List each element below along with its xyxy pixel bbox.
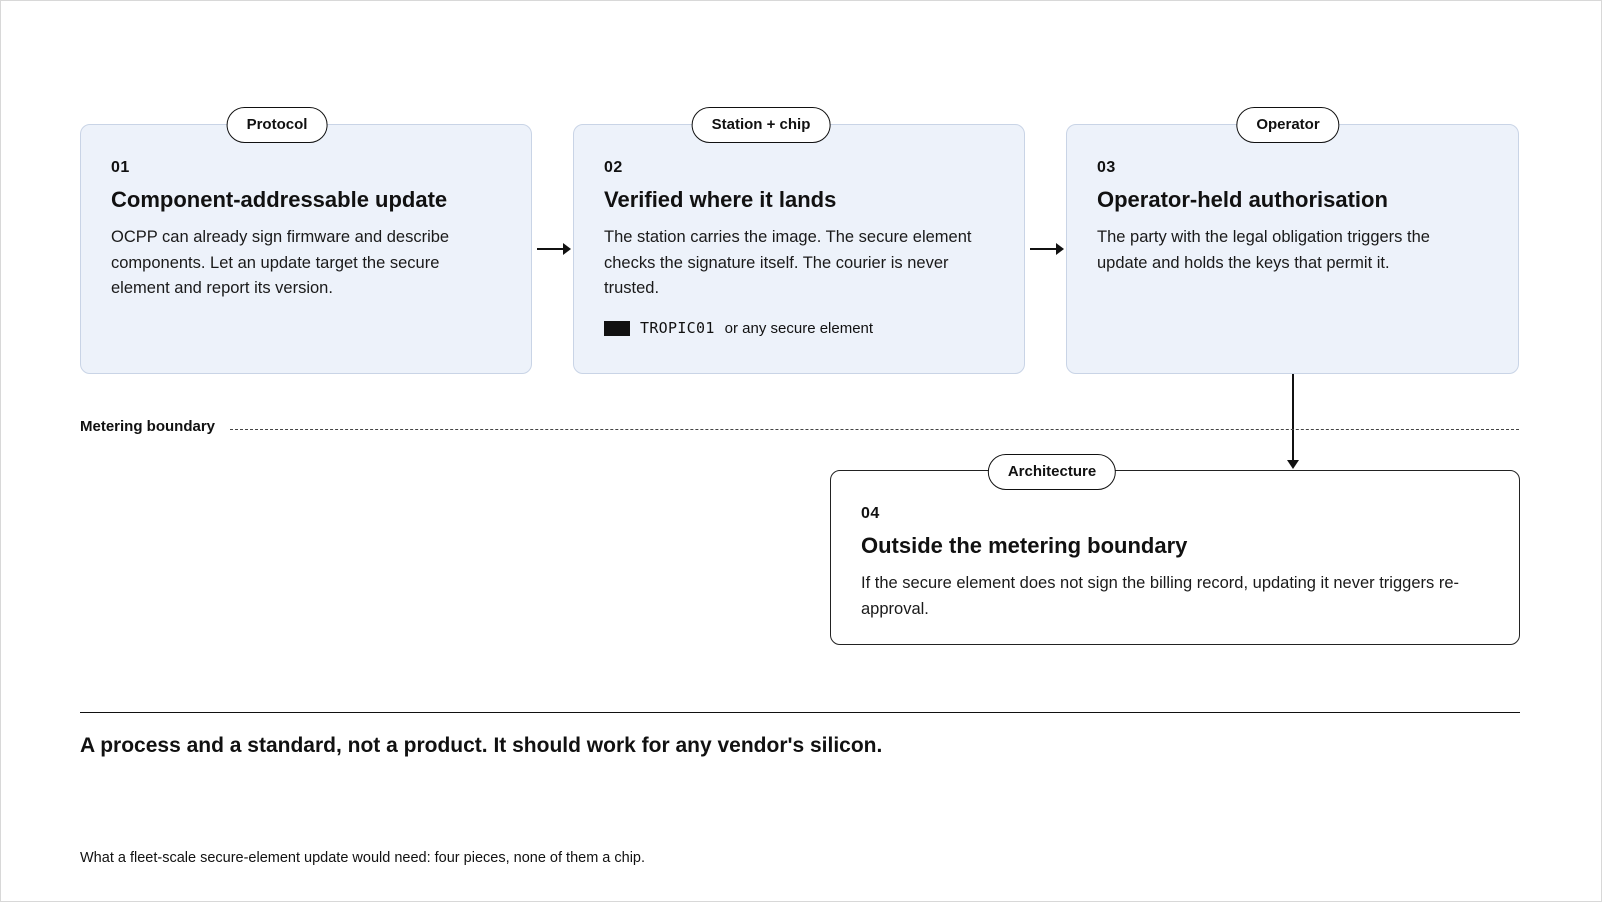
step-card-04 xyxy=(830,470,1520,645)
step-title: Component-addressable update xyxy=(111,187,448,212)
flow-arrow-01-02 xyxy=(537,248,564,250)
divider xyxy=(80,712,1520,713)
step-number: 03 xyxy=(1097,159,1116,176)
flow-arrow-02-03 xyxy=(1030,248,1057,250)
step-description: The party with the legal obligation triggers the update and holds the keys that permit it. xyxy=(1097,228,1430,272)
step-title: Operator-held authorisation xyxy=(1097,187,1388,212)
metering-boundary-line xyxy=(230,429,1519,430)
step-description: OCPP can already sign firmware and describe components. Let an update target the secure element and report its version. xyxy=(111,228,450,297)
step-tag-station-chip: Station + chip xyxy=(692,107,831,143)
step-tag-architecture: Architecture xyxy=(988,454,1116,490)
chip-note xyxy=(604,319,873,337)
step-number: 04 xyxy=(861,505,880,522)
step-title: Verified where it lands xyxy=(604,187,837,212)
chip-note-text: or any secure element xyxy=(724,319,874,337)
step-card-03 xyxy=(1066,124,1519,374)
step-title: Outside the metering boundary xyxy=(861,533,1188,558)
step-description: The station carries the image. The secure element checks the signature itself. The courier is never trusted. xyxy=(604,228,972,297)
chip-icon xyxy=(604,321,630,336)
step-card-02 xyxy=(573,124,1025,374)
caption: What a fleet-scale secure-element update would need: four pieces, none of them a chip. xyxy=(80,850,646,866)
step-number: 02 xyxy=(604,159,623,176)
headline: A process and a standard, not a product. It should work for any vendor's silicon. xyxy=(80,734,883,757)
step-tag-operator: Operator xyxy=(1236,107,1339,143)
chip-code: TROPIC01 xyxy=(640,319,715,337)
flow-arrow-03-04 xyxy=(1292,374,1294,462)
metering-boundary-label: Metering boundary xyxy=(80,418,216,435)
step-card-01 xyxy=(80,124,532,374)
step-tag-protocol: Protocol xyxy=(227,107,328,143)
step-description: If the secure element does not sign the billing record, updating it never triggers re-approval. xyxy=(861,574,1459,618)
step-number: 01 xyxy=(111,159,130,176)
